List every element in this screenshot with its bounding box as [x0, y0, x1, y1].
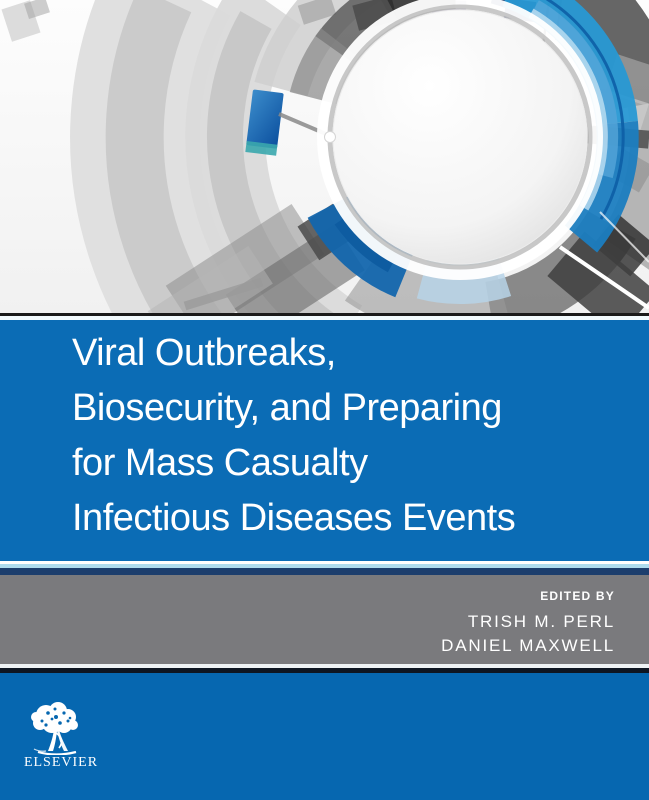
central-sphere [333, 10, 587, 264]
book-title-line: Viral Outbreaks, [72, 332, 336, 374]
edited-by-label: EDITED BY [540, 589, 615, 603]
publisher-band [0, 673, 649, 800]
cover-artwork-band [0, 0, 649, 313]
book-title-line: Biosecurity, and Preparing [72, 387, 502, 429]
editor-name: DANIEL MAXWELL [441, 636, 615, 655]
publisher-name: ELSEVIER [23, 755, 99, 770]
editors-band [0, 575, 649, 664]
title-band [0, 320, 649, 561]
elsevier-tree-icon [26, 701, 86, 755]
divider-navy [0, 568, 649, 575]
abstract-circles-artwork [0, 0, 649, 313]
editor-name: TRISH M. PERL [467, 612, 615, 631]
book-title-line: for Mass Casualty [72, 442, 368, 484]
book-title-line: Infectious Diseases Events [72, 497, 516, 539]
